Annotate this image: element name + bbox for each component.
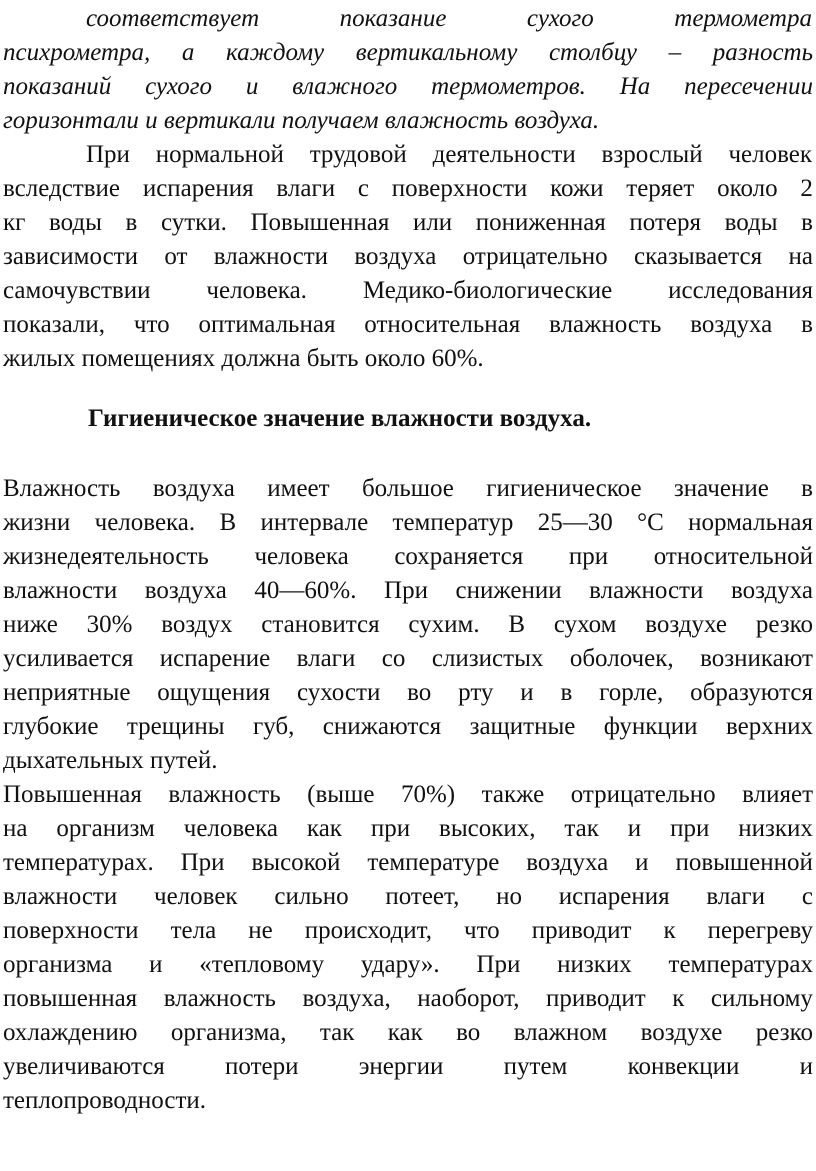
word: сильному [710,985,813,1012]
word: пересечении [684,73,813,100]
word: 2 [800,175,813,202]
word: человека [183,815,279,842]
word: деятельности [432,141,576,168]
word: при [568,543,609,570]
word: испарение [159,645,271,672]
paragraph-line [3,880,813,914]
paragraph-line [3,846,813,880]
word: наоборот, [417,985,520,1012]
paragraph-line [86,138,812,172]
word: Повышенная [250,209,390,236]
word: что [464,917,500,944]
word: относительной [653,543,813,570]
word: и [520,679,534,706]
paragraph-line [3,676,813,710]
word: показали, [3,311,106,338]
paragraph-line [3,274,813,308]
intro-line [3,70,813,104]
word: психрометра, [3,39,151,66]
word: путем [503,1053,568,1080]
word: влажности [213,243,329,270]
paragraph-line [3,574,813,608]
word: отрицательно [462,243,608,270]
word: Повышенная [3,781,142,808]
word: поверхности [3,917,139,944]
word: влажность [163,985,276,1012]
word: воздуха [152,475,235,502]
word: 40—60%. [254,577,357,604]
word: потеет, [385,883,460,910]
word: сутки. [160,209,227,236]
paragraph-line [3,642,813,676]
section-heading: Гигиеническое значение влажности воздуха. [88,405,592,432]
word: в [125,209,138,236]
paragraph-line [3,1050,813,1084]
word: 70%) [400,781,456,808]
word: организм [56,815,155,842]
word: как [387,1019,423,1046]
word: функции [603,713,698,740]
word: организма [3,951,113,978]
paragraph-line [3,914,813,948]
word: с [801,883,813,910]
word: При [180,849,225,876]
word: со [381,645,406,672]
word: Влажность [3,475,121,502]
word: влажности [589,577,704,604]
word: соответствует [86,5,260,32]
word: и [635,849,649,876]
word: и [245,73,259,100]
word: гигиеническое [486,475,642,502]
word: возникают [700,645,813,672]
word: 25—30 [537,509,613,536]
word: самочувствии [3,277,151,304]
word: в [801,475,813,502]
paragraph-line [3,240,813,274]
word: человека. [206,277,307,304]
word: так [319,1019,355,1046]
word: влажность [168,781,281,808]
word: воздуха [690,311,773,338]
paragraph-line: теплопроводности. [3,1087,207,1114]
word: воздуха [354,243,437,270]
word: сильно [274,883,349,910]
word: взрослый [601,141,703,168]
word: приводит [545,985,646,1012]
word: значение [673,475,769,502]
word: так [564,815,599,842]
word: В [219,509,237,536]
word: также [481,781,545,808]
paragraph-line [3,308,813,342]
word: В [508,611,526,638]
word: показаний [3,73,112,100]
word: снижаются [322,713,442,740]
word: столбцу [548,39,638,66]
word: увеличиваются [3,1053,165,1080]
word: интервале [260,509,369,536]
paragraph-line [3,206,813,240]
word: влияет [742,781,813,808]
word: влажности [3,577,118,604]
word: температурах. [3,849,154,876]
word: °С [637,509,664,536]
word: термометра [674,5,812,32]
word: жизнедеятельность [3,543,209,570]
word: не [248,917,273,944]
word: резко [755,611,813,638]
word: а [181,39,195,66]
word: сухим. [408,611,480,638]
word: пониженная [475,209,606,236]
word: оболочек, [569,645,674,672]
word: кожи [550,175,604,202]
paragraph-line [3,172,813,206]
paragraph-line: дыхательных путей. [3,747,218,774]
word: влажности [3,883,118,910]
word: воздухе [645,611,728,638]
word: энергии [358,1053,444,1080]
word: относительная [364,311,521,338]
word: сухого [526,5,594,32]
word: что [133,311,170,338]
word: перегреву [707,917,813,944]
word: «тепловому [199,951,325,978]
intro-line [3,36,813,70]
word: происходит, [304,917,432,944]
word: разность [712,39,813,66]
word: влажном [513,1019,608,1046]
word: в [560,679,573,706]
word: и [799,1053,813,1080]
word: в [801,311,813,338]
word: имеет [267,475,330,502]
word: воздуха [526,849,609,876]
word: с [357,175,369,202]
word: термометров. [431,73,586,100]
word: удару». [360,951,440,978]
word: человека [254,543,349,570]
word: жизни [3,509,71,536]
word: влаги [706,883,766,910]
word: но [496,883,522,910]
word: влажность [549,311,662,338]
word: слизистых [431,645,544,672]
paragraph-line [3,608,813,642]
word: сухом [553,611,617,638]
word: При [476,951,521,978]
word: влаги [276,175,336,202]
word: температуре [367,849,500,876]
word: сохраняется [394,543,524,570]
paragraph-line [3,540,813,574]
word: тела [170,917,217,944]
word: воды [724,209,778,236]
word: губ, [252,713,295,740]
word: вследствие [3,175,121,202]
intro-line: горизонтали и вертикали получаем влажность воздуха. [3,107,600,134]
paragraph-line [3,1016,813,1050]
word: кг [3,209,26,236]
word: низких [738,815,813,842]
paragraph-line: жилых помещениях должна быть около 60%. [3,345,484,372]
word: становится [261,611,380,638]
word: при [370,815,411,842]
word: рту [458,679,494,706]
word: воздуха, [302,985,391,1012]
word: испарения [558,883,670,910]
word: образуются [690,679,813,706]
word: во [407,679,432,706]
word: потери [225,1053,299,1080]
word: человек [154,883,238,910]
intro-line [86,2,812,36]
word: охлаждению [3,1019,138,1046]
word: воздуха [144,577,227,604]
paragraph-line [3,506,813,540]
word: конвекции [627,1053,740,1080]
word: испарения [142,175,254,202]
word: воды [49,209,102,236]
word: к [672,985,685,1012]
paragraph-line [3,812,813,846]
word: воздух [161,611,233,638]
word: нормальная [688,509,813,536]
word: влажного [292,73,398,100]
word: сказывается [633,243,763,270]
word: трудовой [309,141,407,168]
paragraph-line [3,778,813,812]
paragraph-line [3,982,813,1016]
word: температурах [668,951,813,978]
word: на [788,243,813,270]
word: большое [361,475,454,502]
word: высокой [251,849,341,876]
word: человек [728,141,812,168]
word: и [149,951,163,978]
word: На [619,73,651,100]
word: низких [557,951,632,978]
word: как [306,815,342,842]
word: повышенная [3,985,138,1012]
word: около [717,175,778,202]
word: воздуха [730,577,813,604]
word: к [663,917,676,944]
word: защитные [469,713,576,740]
word: показание [339,5,447,32]
word: верхних [725,713,813,740]
word: снижении [455,577,562,604]
word: воздухе [640,1019,723,1046]
word: сухости [296,679,381,706]
word: приводит [531,917,632,944]
word: организма, [170,1019,287,1046]
word: во [456,1019,481,1046]
word: высоких, [439,815,536,842]
word: вертикальному [355,39,518,66]
word: и [627,815,642,842]
word: При [384,577,428,604]
word: температур [392,509,514,536]
word: трещины [126,713,225,740]
word: (выше [307,781,375,808]
word: 30% [86,611,133,638]
word: сухого [145,73,213,100]
word: усиливается [3,645,134,672]
paragraph-line [3,472,813,506]
word: оптимальная [198,311,336,338]
word: повышенной [675,849,813,876]
word: зависимости [3,243,138,270]
word: Медико-биологические [362,277,613,304]
word: глубокие [3,713,99,740]
word: при [670,815,710,842]
word: ниже [3,611,58,638]
word: ощущения [157,679,271,706]
paragraph-line [3,710,813,744]
paragraph-line [3,948,813,982]
word: влаги [296,645,356,672]
word: или [412,209,453,236]
word: на [3,815,28,842]
word: нормальной [155,141,284,168]
word: неприятные [3,679,131,706]
word: в [801,209,813,236]
word: При [86,141,130,168]
word: человека. [94,509,196,536]
word: отрицательно [570,781,716,808]
word: от [164,243,188,270]
word: поверхности [391,175,528,202]
word: потеря [629,209,701,236]
word: каждому [226,39,325,66]
word: резко [755,1019,813,1046]
word: теряет [626,175,695,202]
word: исследования [668,277,813,304]
word: – [668,39,682,66]
word: горле, [599,679,664,706]
